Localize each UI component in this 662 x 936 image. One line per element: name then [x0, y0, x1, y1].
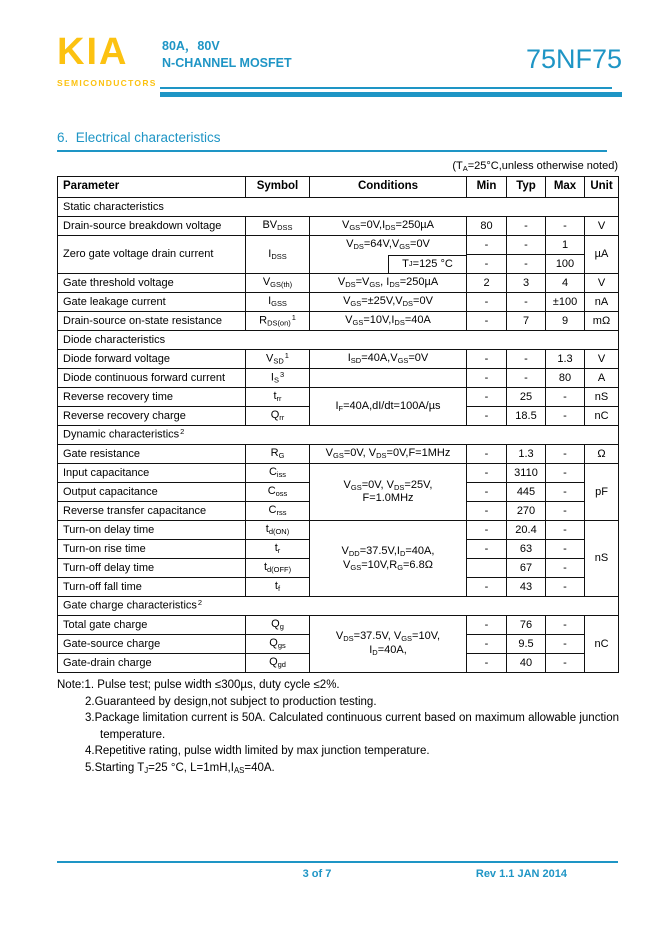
- symbol-cell: $Q_{rr}$: [246, 407, 310, 426]
- conditions-cell: $V_{GS}=0V$, $V_{DS}=0V,F=1MHz$: [310, 445, 467, 464]
- unit-cell: nC: [585, 407, 619, 426]
- note-line: Note:1. Pulse test; pulse width ≤300µs, duty cycle ≤2%.: [57, 679, 340, 691]
- conditions-cell: $V_{DS}=37.5V$, $V_{GS}=10V$, $I_D=40A$,: [310, 616, 467, 673]
- value-cell: -: [467, 654, 507, 673]
- parameter-cell: Turn-off delay time: [58, 559, 246, 578]
- conditions-cell: $V_{DD}=37.5V,I_D=40A$, $V_{GS}=10V,R_G=6.8\Omega$: [310, 521, 467, 597]
- unit-cell: V: [585, 274, 619, 293]
- symbol-cell: $R_{DS(on)}^1$: [246, 312, 310, 331]
- value-cell: 445: [507, 483, 546, 502]
- part-number: 75NF75: [525, 44, 622, 74]
- table-row: [58, 521, 619, 540]
- unit-cell: nS: [585, 521, 619, 597]
- value-cell: 1.3: [546, 350, 585, 369]
- value-cell: -: [546, 654, 585, 673]
- parameter-cell: Gate-drain charge: [58, 654, 246, 673]
- value-cell: -: [507, 255, 546, 274]
- unit-cell: nS: [585, 388, 619, 407]
- section-row: [58, 597, 619, 616]
- value-cell: -: [467, 616, 507, 635]
- revision-label: Rev 1.1 JAN 2014: [475, 868, 567, 880]
- parameter-cell: Input capacitance: [58, 464, 246, 483]
- parameter-cell: Diode continuous forward current: [58, 369, 246, 388]
- value-cell: -: [507, 350, 546, 369]
- conditions-cell: $V_{GS}=10V,I_{DS}=40A$: [310, 312, 467, 331]
- table-row: [58, 217, 619, 236]
- section-title: 6. Electrical characteristics: [57, 130, 607, 152]
- parameter-cell: Output capacitance: [58, 483, 246, 502]
- condition-subcell: T J =125 °C: [388, 255, 466, 273]
- conditions-cell: [310, 369, 467, 388]
- parameter-cell: Gate threshold voltage: [58, 274, 246, 293]
- parameter-cell: Gate-source charge: [58, 635, 246, 654]
- value-cell: -: [507, 236, 546, 255]
- column-header: Min: [467, 177, 507, 198]
- symbol-cell: $V_{GS(th)}$: [246, 274, 310, 293]
- note-line: 4.Repetitive rating, pulse width limited by max junction temperature.: [85, 745, 430, 757]
- symbol-cell: $I_S^3$: [246, 369, 310, 388]
- value-cell: 40: [507, 654, 546, 673]
- table-row: [58, 350, 619, 369]
- value-cell: -: [546, 521, 585, 540]
- table-header-row: [58, 177, 619, 198]
- test-condition-note: ($T_A=25^\circ C,unless$ otherwise noted): [452, 160, 618, 173]
- conditions-cell: $I_F=40A,dI/dt=100A/\mu s$: [310, 388, 467, 426]
- value-cell: 80: [467, 217, 507, 236]
- value-cell: 1.3: [507, 445, 546, 464]
- section-header-cell: Diode characteristics: [58, 331, 619, 350]
- symbol-cell: $Q_{gs}$: [246, 635, 310, 654]
- parameter-cell: Reverse recovery charge: [58, 407, 246, 426]
- unit-cell: A: [585, 369, 619, 388]
- table-row: [58, 445, 619, 464]
- value-cell: 270: [507, 502, 546, 521]
- header-rule-thick: [160, 92, 622, 97]
- value-cell: -: [467, 445, 507, 464]
- value-cell: -: [546, 540, 585, 559]
- value-cell: -: [467, 236, 507, 255]
- conditions-cell: $V_{DS}=64V,V_{GS}=0V$: [310, 236, 467, 255]
- section-row: [58, 198, 619, 217]
- note-line: 2.Guaranteed by design,not subject to production testing.: [85, 695, 377, 708]
- conditions-cell: $V_{GS}=0V,I_{DS}=250\mu A$: [310, 217, 467, 236]
- symbol-cell: $I_{GSS}$: [246, 293, 310, 312]
- value-cell: -: [546, 483, 585, 502]
- column-header: Unit: [585, 177, 619, 198]
- value-cell: -: [467, 369, 507, 388]
- unit-cell: V: [585, 350, 619, 369]
- value-cell: -: [507, 369, 546, 388]
- value-cell: 3: [507, 274, 546, 293]
- value-cell: -: [546, 407, 585, 426]
- value-cell: -: [467, 578, 507, 597]
- value-cell: -: [546, 559, 585, 578]
- conditions-cell: $I_{SD}=40A,V_{GS}=0V$: [310, 350, 467, 369]
- value-cell: -: [546, 502, 585, 521]
- value-cell: 2: [467, 274, 507, 293]
- value-cell: -: [467, 464, 507, 483]
- value-cell: -: [546, 445, 585, 464]
- value-cell: -: [467, 540, 507, 559]
- symbol-cell: $Q_g$: [246, 616, 310, 635]
- table-row: [58, 274, 619, 293]
- value-cell: [467, 559, 507, 578]
- column-header: Max: [546, 177, 585, 198]
- column-header: Parameter: [58, 177, 246, 198]
- unit-cell: mΩ: [585, 312, 619, 331]
- symbol-cell: $R_G$: [246, 445, 310, 464]
- value-cell: -: [467, 635, 507, 654]
- table-row: [58, 236, 619, 255]
- value-cell: 80: [546, 369, 585, 388]
- value-cell: -: [467, 407, 507, 426]
- value-cell: -: [467, 483, 507, 502]
- value-cell: -: [467, 502, 507, 521]
- conditions-cell: [310, 255, 467, 274]
- column-header: Symbol: [246, 177, 310, 198]
- value-cell: 1: [546, 236, 585, 255]
- unit-cell: Ω: [585, 445, 619, 464]
- value-cell: -: [467, 312, 507, 331]
- parameter-cell: Total gate charge: [58, 616, 246, 635]
- device-summary: [162, 38, 292, 72]
- value-cell: -: [546, 635, 585, 654]
- value-cell: 9.5: [507, 635, 546, 654]
- parameter-cell: Drain-source breakdown voltage: [58, 217, 246, 236]
- symbol-cell: $t_f$: [246, 578, 310, 597]
- parameter-cell: Turn-on rise time: [58, 540, 246, 559]
- brand-tagline: SEMICONDUCTORS: [57, 78, 157, 88]
- unit-cell: nA: [585, 293, 619, 312]
- value-cell: 18.5: [507, 407, 546, 426]
- symbol-cell: $t_{rr}$: [246, 388, 310, 407]
- conditions-cell: $V_{DS}=V_{GS}$, $I_{DS}=250\mu A$: [310, 274, 467, 293]
- value-cell: 43: [507, 578, 546, 597]
- unit-cell: pF: [585, 464, 619, 521]
- value-cell: 76: [507, 616, 546, 635]
- value-cell: -: [507, 217, 546, 236]
- column-header: Conditions: [310, 177, 467, 198]
- value-cell: -: [546, 616, 585, 635]
- column-header: Typ: [507, 177, 546, 198]
- footer-rule: [57, 861, 618, 863]
- symbol-cell: $C_{iss}$: [246, 464, 310, 483]
- unit-cell: V: [585, 217, 619, 236]
- header-rule-thin: [160, 87, 612, 89]
- table-row: [58, 388, 619, 407]
- parameter-cell: Turn-off fall time: [58, 578, 246, 597]
- parameter-cell: Gate resistance: [58, 445, 246, 464]
- parameter-cell: Diode forward voltage: [58, 350, 246, 369]
- value-cell: -: [467, 350, 507, 369]
- value-cell: 67: [507, 559, 546, 578]
- note-line: 3.Package limitation current is 50A. Calculated continuous current based on maximum allowable junction temperature.: [85, 712, 619, 741]
- value-cell: -: [467, 521, 507, 540]
- brand-logo: KIA: [57, 31, 129, 73]
- parameter-cell: Reverse transfer capacitance: [58, 502, 246, 521]
- value-cell: -: [467, 255, 507, 274]
- device-rating: 80A，80V: [162, 39, 220, 53]
- symbol-cell: $C_{oss}$: [246, 483, 310, 502]
- value-cell: 9: [546, 312, 585, 331]
- symbol-cell: $Q_{gd}$: [246, 654, 310, 673]
- unit-cell: µA: [585, 236, 619, 274]
- electrical-characteristics-table: [57, 176, 619, 673]
- note-line: 5.Starting $T_J=25$ °C, $L=1mH,I_{AS}=40A$.: [85, 761, 275, 775]
- value-cell: 3110: [507, 464, 546, 483]
- parameter-cell: Turn-on delay time: [58, 521, 246, 540]
- parameter-cell: Drain-source on-state resistance: [58, 312, 246, 331]
- value-cell: 4: [546, 274, 585, 293]
- value-cell: 25: [507, 388, 546, 407]
- symbol-cell: $t_{d(OFF)}$: [246, 559, 310, 578]
- value-cell: 20.4: [507, 521, 546, 540]
- symbol-cell: $t_{d(ON)}$: [246, 521, 310, 540]
- table-row: [58, 464, 619, 483]
- parameter-cell: Zero gate voltage drain current: [58, 236, 246, 274]
- value-cell: -: [546, 464, 585, 483]
- notes: [57, 677, 619, 779]
- symbol-cell: $BV_{DSS}$: [246, 217, 310, 236]
- table-row: [58, 293, 619, 312]
- table-body: [58, 198, 619, 673]
- section-header-cell: Dynamic characteristics$^2$: [58, 426, 619, 445]
- value-cell: -: [546, 217, 585, 236]
- value-cell: -: [546, 388, 585, 407]
- value-cell: ±100: [546, 293, 585, 312]
- value-cell: 100: [546, 255, 585, 274]
- section-row: [58, 331, 619, 350]
- section-header-cell: Static characteristics: [58, 198, 619, 217]
- value-cell: 63: [507, 540, 546, 559]
- symbol-cell: $t_r$: [246, 540, 310, 559]
- device-type: N-CHANNEL MOSFET: [162, 56, 292, 70]
- section-row: [58, 426, 619, 445]
- value-cell: 7: [507, 312, 546, 331]
- table-row: [58, 312, 619, 331]
- page-number: 3 of 7: [302, 868, 332, 880]
- table-row: [58, 369, 619, 388]
- value-cell: -: [507, 293, 546, 312]
- conditions-cell: $V_{GS}=0V$, $V_{DS}=25V$, F=1.0MHz: [310, 464, 467, 521]
- parameter-cell: Reverse recovery time: [58, 388, 246, 407]
- symbol-cell: $C_{rss}$: [246, 502, 310, 521]
- value-cell: -: [467, 388, 507, 407]
- table-row: [58, 616, 619, 635]
- symbol-cell: $V_{SD}^1$: [246, 350, 310, 369]
- conditions-cell: $V_{GS}=\pm 25V,V_{DS}=0V$: [310, 293, 467, 312]
- value-cell: -: [546, 578, 585, 597]
- unit-cell: nC: [585, 616, 619, 673]
- value-cell: -: [467, 293, 507, 312]
- symbol-cell: $I_{DSS}$: [246, 236, 310, 274]
- parameter-cell: Gate leakage current: [58, 293, 246, 312]
- section-header-cell: Gate charge characteristics$^2$: [58, 597, 619, 616]
